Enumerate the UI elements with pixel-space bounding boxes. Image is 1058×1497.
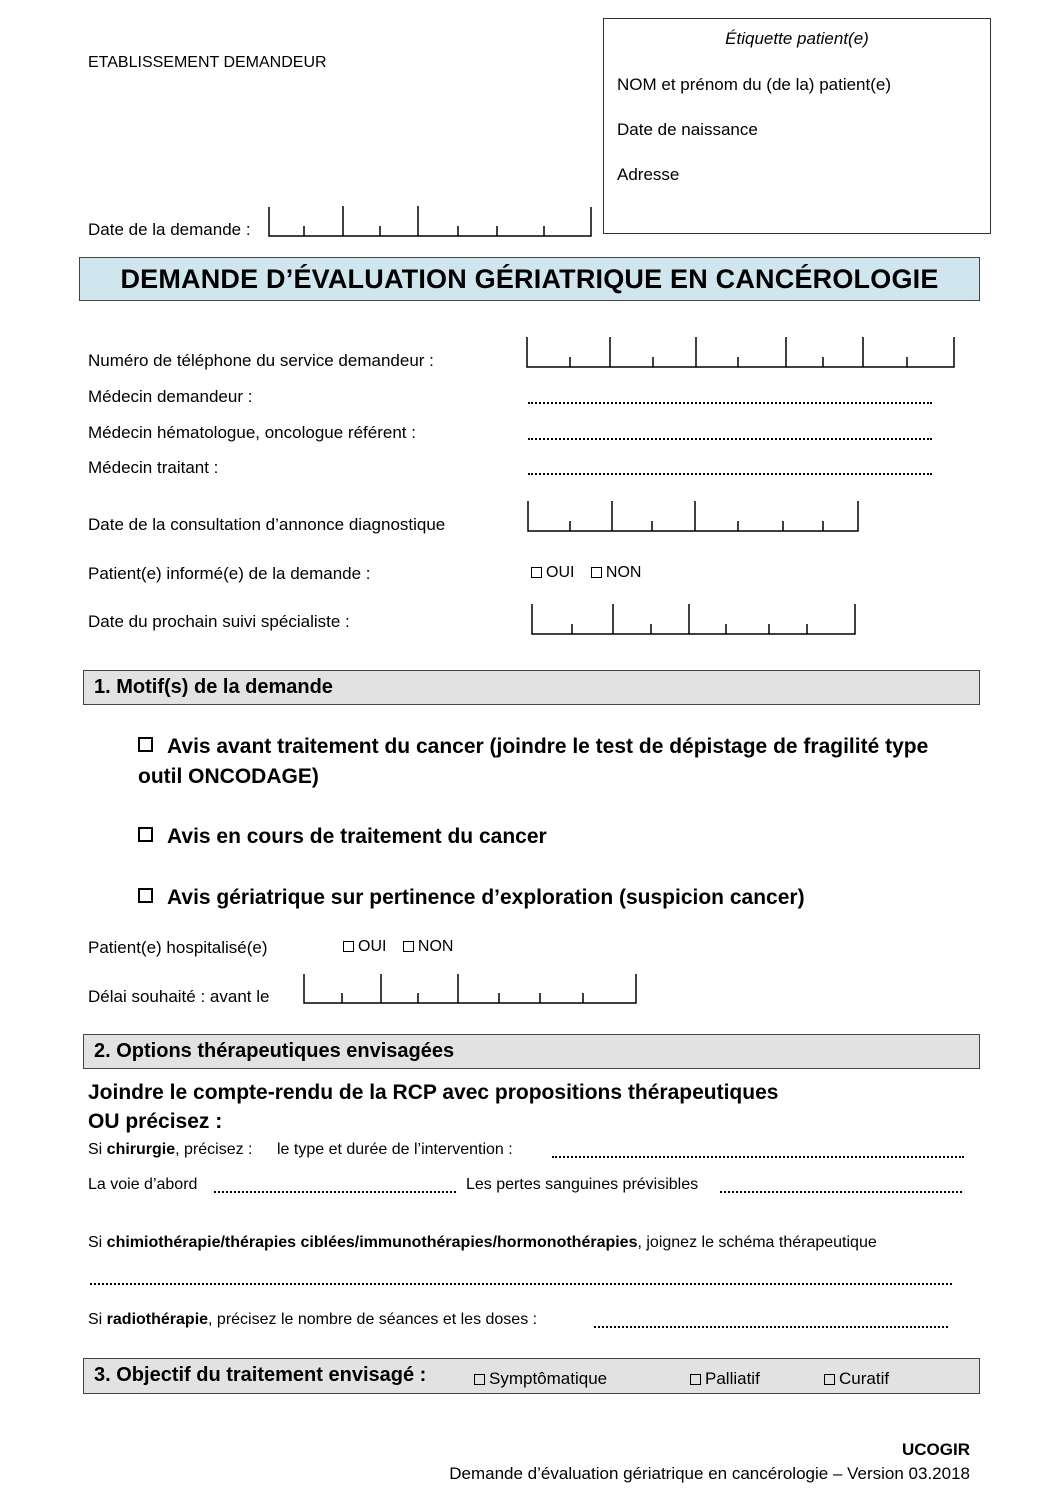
establishment-label: ETABLISSEMENT DEMANDEUR xyxy=(88,54,327,71)
chemo-suffix: , joignez le schéma thérapeutique xyxy=(637,1234,877,1251)
rcp-instruction: Joindre le compte-rendu de la RCP avec propositions thérapeutiques xyxy=(88,1081,779,1104)
radio-field[interactable] xyxy=(594,1326,948,1328)
objective-palliative-label: Palliatif xyxy=(705,1369,760,1388)
radio-line xyxy=(88,1311,537,1329)
requesting-doctor-field[interactable] xyxy=(528,402,932,404)
hospitalized-oui-label: OUI xyxy=(358,938,387,955)
chemo-keyword: chimiothérapie/thérapies ciblées/immunothérapies/hormonothérapies xyxy=(106,1234,638,1251)
approach-field[interactable] xyxy=(214,1191,456,1193)
referent-doctor-label: Médecin hématologue, oncologue référent : xyxy=(88,423,416,442)
patient-address-label: Adresse xyxy=(617,165,680,184)
motif-2-checkbox[interactable] xyxy=(138,827,153,842)
motif-option-2 xyxy=(138,822,547,852)
surgery-type-label: le type et durée de l’intervention : xyxy=(277,1141,513,1158)
informed-options xyxy=(531,564,641,582)
requesting-doctor-label: Médecin demandeur : xyxy=(88,387,253,406)
blood-loss-field[interactable] xyxy=(720,1191,962,1193)
motif-2-label: Avis en cours de traitement du cancer xyxy=(167,825,547,848)
objective-curative-checkbox[interactable] xyxy=(824,1374,835,1385)
chemo-scheme-field[interactable] xyxy=(90,1283,952,1285)
informed-label: Patient(e) informé(e) de la demande : xyxy=(88,564,371,583)
referent-doctor-field[interactable] xyxy=(528,438,932,440)
delay-date-field[interactable] xyxy=(303,972,639,1006)
request-date-field[interactable] xyxy=(268,205,593,239)
chemo-line xyxy=(88,1234,877,1252)
radio-keyword: radiothérapie xyxy=(106,1311,209,1328)
section3-title: 3. Objectif du traitement envisagé : xyxy=(94,1364,427,1386)
diagnosis-date-field[interactable] xyxy=(527,500,861,534)
hospitalized-non-label: NON xyxy=(417,938,454,955)
motif-3-checkbox[interactable] xyxy=(138,888,153,903)
radio-prefix: Si xyxy=(88,1311,107,1328)
gp-label: Médecin traitant : xyxy=(88,458,219,477)
surgery-type-field[interactable] xyxy=(552,1156,964,1158)
blood-loss-label: Les pertes sanguines prévisibles xyxy=(466,1176,699,1193)
surgery-line xyxy=(88,1141,253,1159)
surgery-keyword: chirurgie xyxy=(106,1141,176,1158)
patient-dob-label: Date de naissance xyxy=(617,120,758,139)
objective-option-2 xyxy=(690,1369,760,1389)
motif-1-label: Avis avant traitement du cancer (joindre le test de dépistage de fragilité type outil ONCODAGE) xyxy=(138,735,929,788)
hospitalized-options xyxy=(343,938,453,956)
objective-option-3 xyxy=(824,1369,889,1389)
footer-org: UCOGIR xyxy=(902,1440,970,1459)
next-followup-label: Date du prochain suivi spécialiste : xyxy=(88,612,350,631)
motif-option-3 xyxy=(138,883,805,913)
surgery-mid: , précisez : xyxy=(175,1141,253,1158)
radio-suffix: , précisez le nombre de séances et les doses : xyxy=(208,1311,538,1328)
informed-non-checkbox[interactable] xyxy=(591,567,602,578)
patient-name-label: NOM et prénom du (de la) patient(e) xyxy=(617,75,892,94)
section1-header: 1. Motif(s) de la demande xyxy=(83,670,980,705)
objective-option-1 xyxy=(474,1369,607,1389)
informed-non-label: NON xyxy=(605,564,642,581)
request-date-label: Date de la demande : xyxy=(88,220,251,239)
next-followup-date-field[interactable] xyxy=(531,603,858,637)
phone-label: Numéro de téléphone du service demandeur : xyxy=(88,351,434,370)
hospitalized-oui-checkbox[interactable] xyxy=(343,941,354,952)
informed-oui-label: OUI xyxy=(546,564,575,581)
delay-label: Délai souhaité : avant le xyxy=(88,987,270,1006)
specify-instruction: OU précisez : xyxy=(88,1110,223,1133)
diagnosis-date-label: Date de la consultation d’annonce diagnostique xyxy=(88,515,446,534)
objective-symptomatic-label: Symptômatique xyxy=(489,1369,608,1388)
hospitalized-non-checkbox[interactable] xyxy=(403,941,414,952)
motif-1-checkbox[interactable] xyxy=(138,737,153,752)
section2-header: 2. Options thérapeutiques envisagées xyxy=(83,1034,980,1069)
footer-version: Demande d’évaluation gériatrique en cancérologie – Version 03.2018 xyxy=(449,1464,970,1483)
phone-field[interactable] xyxy=(526,336,956,370)
patient-box-title: Étiquette patient(e) xyxy=(725,29,869,48)
objective-symptomatic-checkbox[interactable] xyxy=(474,1374,485,1385)
patient-label-box xyxy=(603,18,991,234)
objective-curative-label: Curatif xyxy=(839,1369,890,1388)
approach-label: La voie d’abord xyxy=(88,1176,198,1193)
gp-field[interactable] xyxy=(528,473,932,475)
form-title: DEMANDE D’ÉVALUATION GÉRIATRIQUE EN CANCÉROLOGIE xyxy=(79,257,980,301)
motif-3-label: Avis gériatrique sur pertinence d’exploration (suspicion cancer) xyxy=(167,886,805,909)
informed-oui-checkbox[interactable] xyxy=(531,567,542,578)
objective-palliative-checkbox[interactable] xyxy=(690,1374,701,1385)
hospitalized-label: Patient(e) hospitalisé(e) xyxy=(88,938,268,957)
motif-option-1 xyxy=(138,732,978,792)
surgery-prefix: Si xyxy=(88,1141,107,1158)
chemo-prefix: Si xyxy=(88,1234,107,1251)
